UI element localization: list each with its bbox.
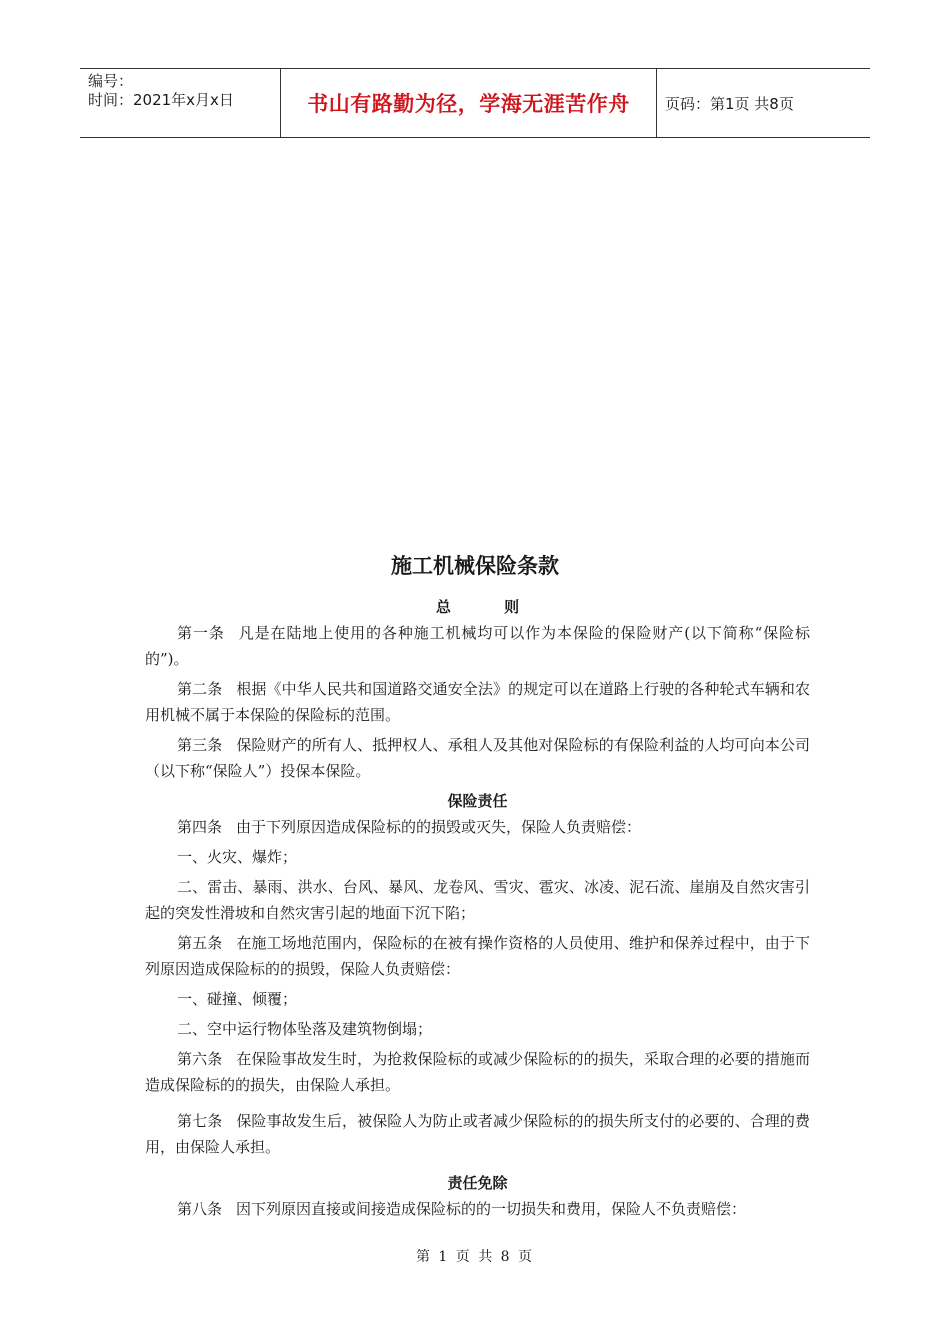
article-number: 第六条 [177, 1050, 223, 1068]
header-meta [80, 69, 280, 137]
page-header [80, 68, 870, 138]
article-text: 保险财产的所有人、抵押权人、承租人及其他对保险标的有保险利益的人均可向本公司（以下称“保险人”）投保本保险。 [145, 736, 810, 780]
article-4-item-1: 一、火灾、爆炸； [177, 848, 298, 866]
article-text: 由于下列原因造成保险标的的损毁或灭失，保险人负责赔偿： [236, 818, 642, 836]
article-number: 第三条 [177, 736, 223, 754]
article-1 [145, 620, 810, 672]
article-text: 凡是在陆地上使用的各种施工机械均可以作为本保险的保险财产(以下简称“保险标的”)。 [145, 624, 810, 668]
article-text: 保险事故发生后，被保险人为防止或者减少保险标的的损失所支付的必要的、合理的费用，由保险人承担。 [145, 1112, 810, 1156]
motto: 书山有路勤为径，学海无涯苦作舟 [307, 92, 630, 116]
article-number: 第七条 [177, 1112, 223, 1130]
number-label: 编号： [88, 72, 134, 90]
article-8 [145, 1196, 810, 1222]
article-5-item-1: 一、碰撞、倾覆； [177, 990, 298, 1008]
document-body [145, 594, 810, 1226]
header-page-info: 页码：第1页 共8页 [665, 94, 794, 113]
article-5 [145, 930, 810, 982]
article-2 [145, 676, 810, 728]
article-5-item-2: 二、空中运行物体坠落及建筑物倒塌； [177, 1020, 433, 1038]
article-text: 因下列原因直接或间接造成保险标的的一切损失和费用，保险人不负责赔偿： [236, 1200, 747, 1218]
section-heading-exclusion: 责任免除 [447, 1174, 508, 1192]
section-heading-liability: 保险责任 [447, 792, 508, 810]
article-7 [145, 1108, 810, 1160]
article-3 [145, 732, 810, 784]
page-footer: 第 1 页 共 8 页 [415, 1249, 535, 1265]
article-text: 在保险事故发生时，为抢救保险标的或减少保险标的的损失，采取合理的必要的措施而造成保险标的的损失，由保险人承担。 [145, 1050, 810, 1094]
article-text: 根据《中华人民共和国道路交通安全法》的规定可以在道路上行驶的各种轮式车辆和农用机械不属于本保险的保险标的范围。 [145, 680, 810, 724]
document-title: 施工机械保险条款 [391, 554, 559, 578]
article-number: 第四条 [177, 818, 223, 836]
article-text: 在施工场地范围内，保险标的在被有操作资格的人员使用、维护和保养过程中，由于下列原因造成保险标的的损毁，保险人负责赔偿： [145, 934, 810, 978]
article-number: 第一条 [177, 624, 225, 642]
article-6 [145, 1046, 810, 1098]
article-4-item-2: 二、雷击、暴雨、洪水、台风、暴风、龙卷风、雪灾、雹灾、冰凌、泥石流、崖崩及自然灾害引起的突发性滑坡和自然灾害引起的地面下沉下陷； [145, 878, 810, 922]
article-number: 第二条 [177, 680, 223, 698]
header-motto-cell [280, 69, 657, 137]
article-number: 第五条 [177, 934, 223, 952]
section-heading-general: 总 则 [435, 598, 544, 616]
article-4 [145, 814, 810, 840]
time-label: 时间：2021年x月x日 [88, 91, 234, 109]
article-number: 第八条 [177, 1200, 223, 1218]
